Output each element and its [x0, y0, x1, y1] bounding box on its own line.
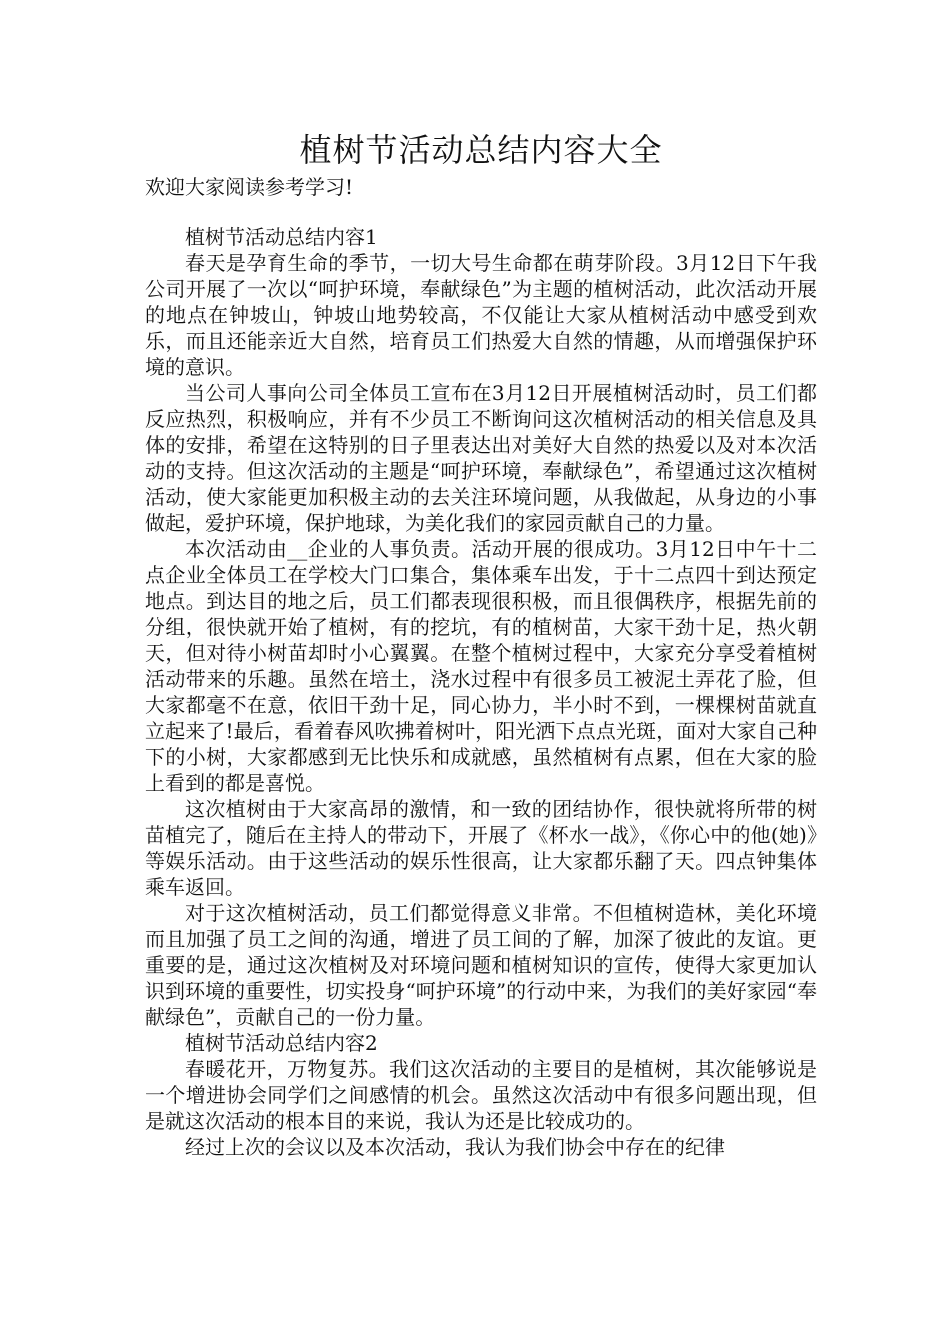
section-2 [145, 1030, 817, 1160]
paragraph: 当公司人事向公司全体员工宣布在3月12日开展植树活动时，员工们都反应热烈，积极响应，并有不少员工不断询问这次植树活动的相关信息及具体的安排，希望在这特别的日子里表达出对美好大自然的热爱以及对本次活动的支持。但这次活动的主题是“呵护环境，奉献绿色”，希望通过这次植树活动，使大家能更加积极主动的去关注环境问题，从我做起，从身边的小事做起，爱护环境，保护地球，为美化我们的家园贡献自己的力量。 [145, 381, 817, 535]
paragraph: 春天是孕育生命的季节，一切大号生命都在萌芽阶段。3月12日下午我公司开展了一次以“呵护环境，奉献绿色”为主题的植树活动，此次活动开展的地点在钟坡山，钟坡山地势较高，不仅能让大家从植树活动中感受到欢乐，而且还能亲近大自然，培育员工们热爱大自然的情趣，从而增强保护环境的意识。 [145, 251, 817, 379]
paragraph: 这次植树由于大家高昂的激情，和一致的团结协作，很快就将所带的树苗植完了，随后在主持人的带动下，开展了《杯水一战》，《你心中的他(她)》等娱乐活动。由于这些活动的娱乐性很高，让大家都乐翻了天。四点钟集体乘车返回。 [145, 797, 817, 899]
section-1 [145, 224, 817, 1030]
paragraph: 经过上次的会议以及本次活动，我认为我们协会中存在的纪律 [185, 1135, 725, 1159]
intro-text: 欢迎大家阅读参考学习! [145, 175, 354, 199]
section-heading: 植树节活动总结内容2 [185, 1031, 378, 1055]
page-title: 植树节活动总结内容大全 [299, 131, 663, 169]
paragraph: 本次活动由__企业的人事负责。活动开展的很成功。3月12日中午十二点企业全体员工在学校大门口集合，集体乘车出发，于十二点四十到达预定地点。到达目的地之后，员工们都表现很积极，而且很偶秩序，根据先前的分组，很快就开始了植树，有的挖坑，有的植树苗，大家干劲十足，热火朝天，但对待小树苗却时小心翼翼。在整个植树过程中，大家充分享受着植树活动带来的乐趣。虽然在培土，浇水过程中有很多员工被泥土弄花了脸，但大家都毫不在意，依旧干劲十足，同心协力，半小时不到，一棵棵树苗就直立起来了!最后，看着春风吹拂着树叶，阳光洒下点点光斑，面对大家自己种下的小树，大家都感到无比快乐和成就感，虽然植树有点累，但在大家的脸上看到的都是喜悦。 [145, 537, 817, 795]
paragraph: 对于这次植树活动，员工们都觉得意义非常。不但植树造林，美化环境而且加强了员工之间的沟通，增进了员工间的了解，加深了彼此的友谊。更重要的是，通过这次植树及对环境问题和植树知识的宣传，使得大家更加认识到环境的重要性，切实投身“呵护环境”的行动中来，为我们的美好家园“奉献绿色”，贡献自己的一份力量。 [145, 901, 817, 1029]
section-heading: 植树节活动总结内容1 [185, 225, 378, 249]
paragraph: 春暖花开，万物复苏。我们这次活动的主要目的是植树，其次能够说是一个增进协会同学们之间感情的机会。虽然这次活动中有很多问题出现，但是就这次活动的根本目的来说，我认为还是比较成功的。 [145, 1057, 817, 1133]
document-page [145, 128, 817, 1160]
